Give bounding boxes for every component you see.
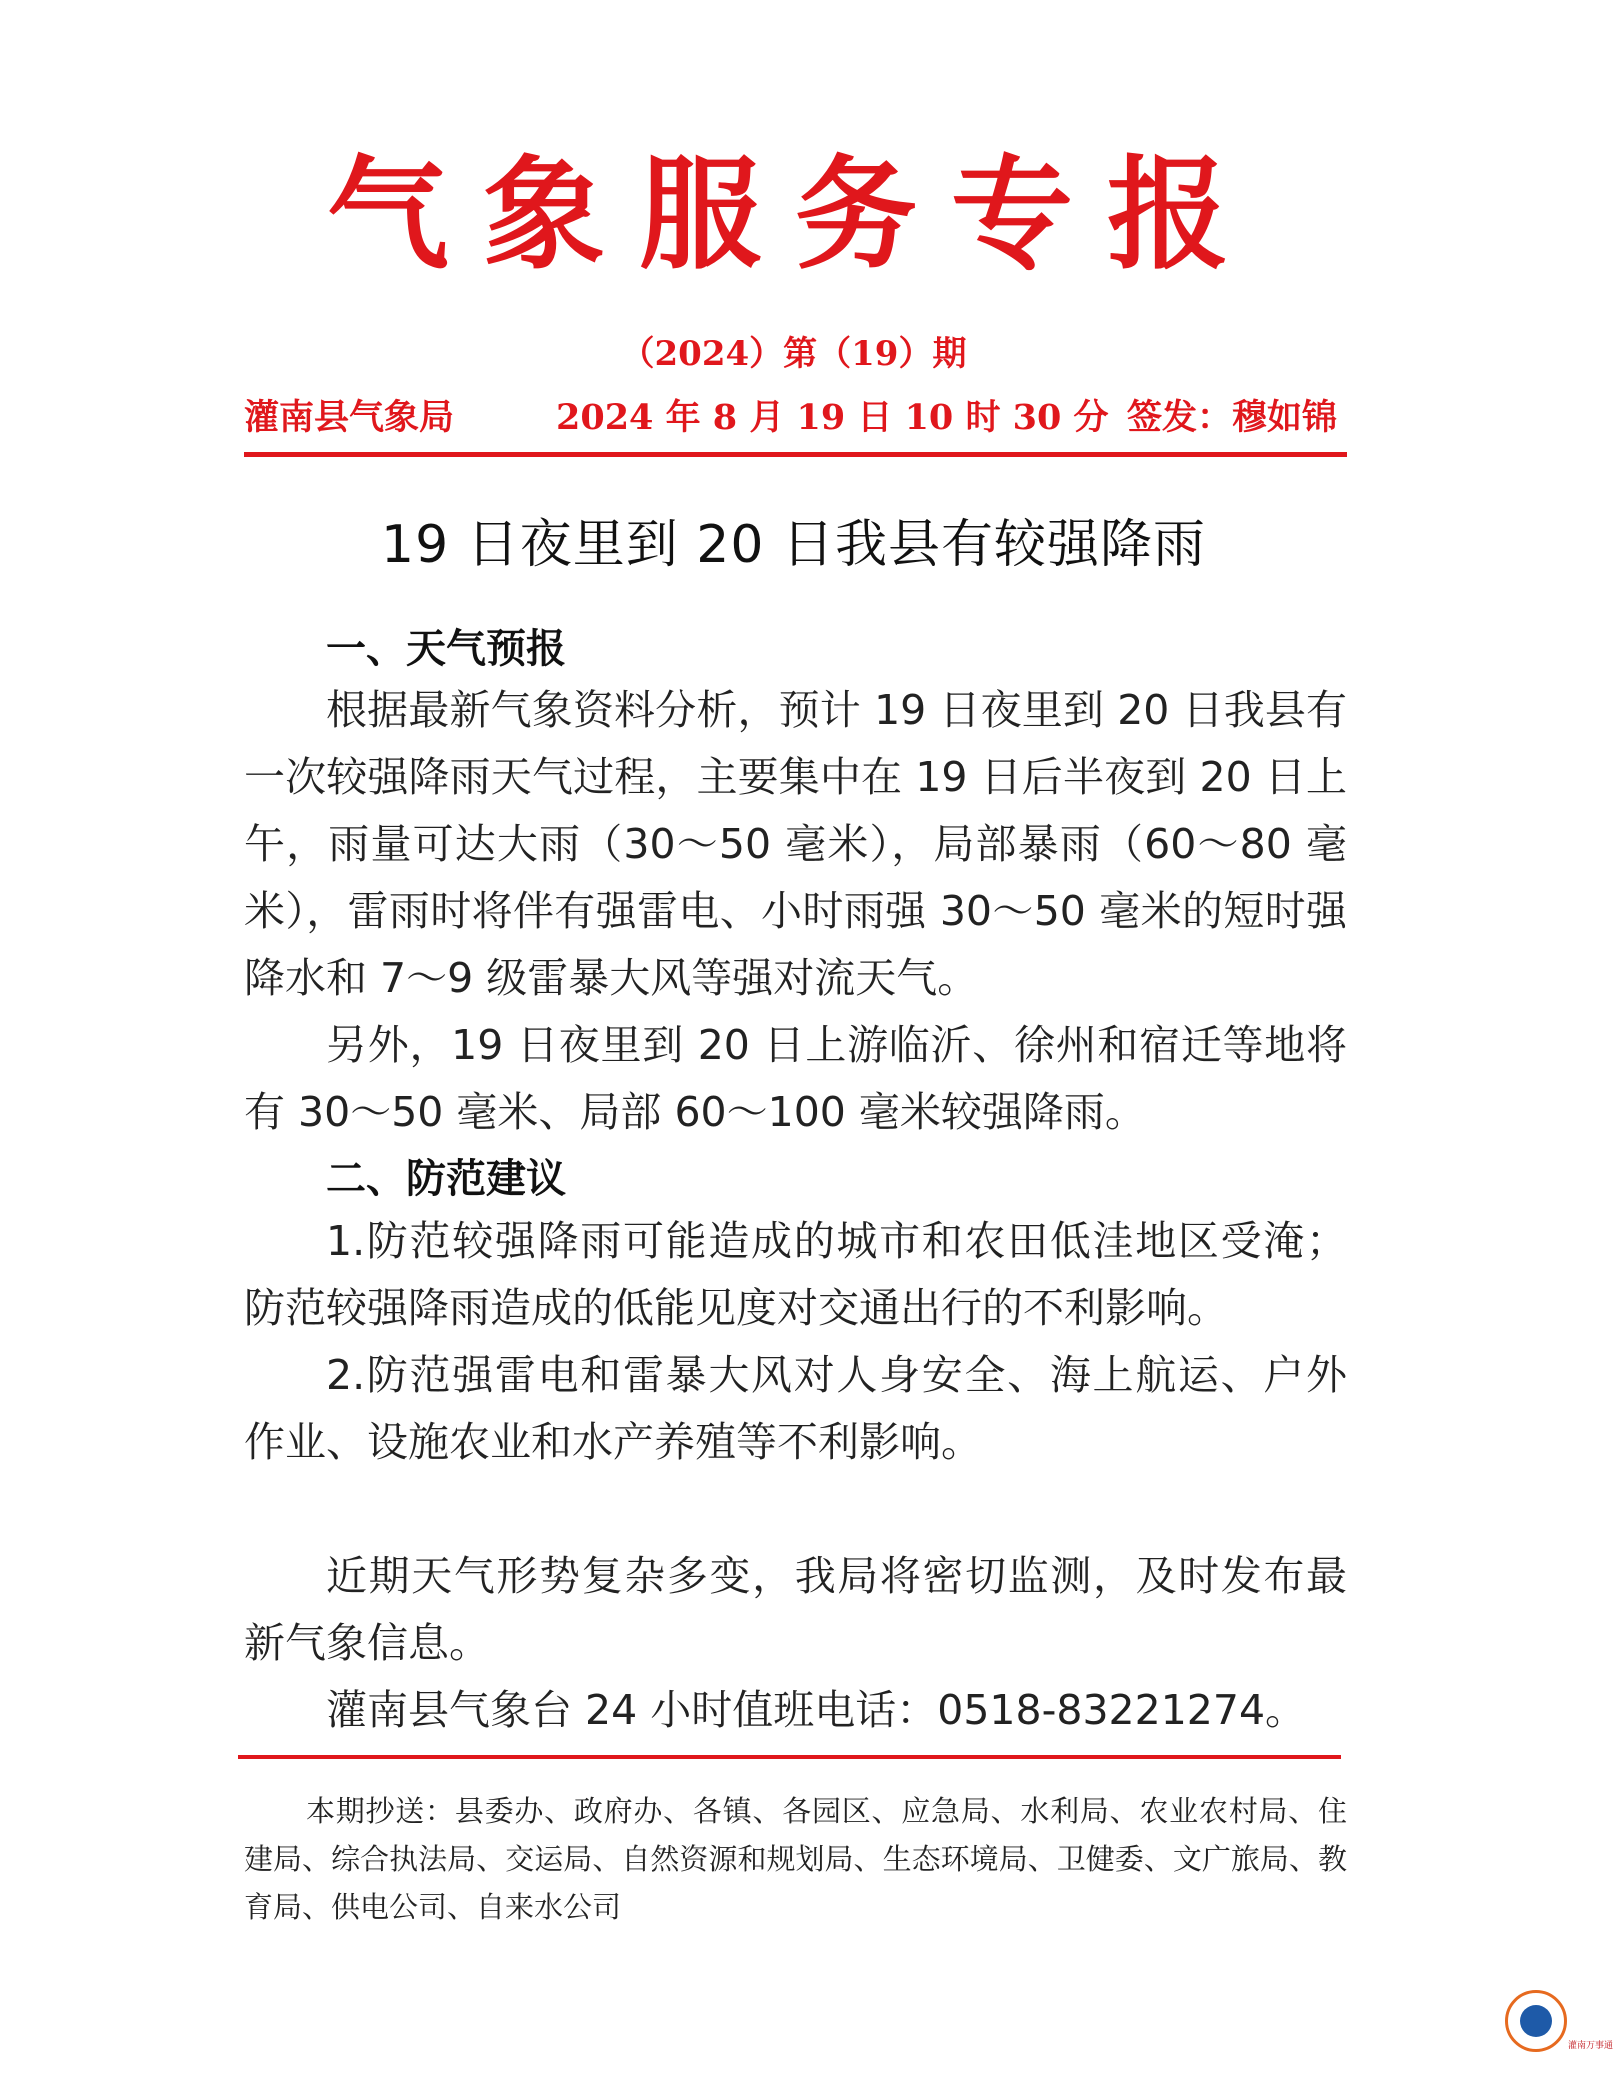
watermark-text: 灌南万事通: [1568, 2041, 1613, 2051]
issue-datetime: 2024 年 8 月 19 日 10 时 30 分: [556, 397, 1109, 438]
section-heading-advice: 二、防范建议: [326, 1156, 566, 1202]
issuer: 灌南县气象局: [244, 397, 455, 438]
advice-item-1: 1.防范较强降雨可能造成的城市和农田低洼地区受淹；防范较强降雨造成的低能见度对交通出行的不利影响。: [244, 1217, 1347, 1332]
upstream-paragraph: 另外，19 日夜里到 20 日上游临沂、徐州和宿迁等地将有 30～50 毫米、局部 60～100 毫米较强降雨。: [244, 1021, 1347, 1136]
distribution-list: 本期抄送：县委办、政府办、各镇、各园区、应急局、水利局、农业农村局、住建局、综合执法局、交运局、自然资源和规划局、生态环境局、卫健委、文广旅局、教育局、供电公司、自来水公司: [244, 1794, 1347, 1924]
masthead-title: 气象服务专报: [327, 144, 1263, 286]
closing-paragraph: 近期天气形势复杂多变，我局将密切监测，及时发布最新气象信息。: [244, 1552, 1347, 1667]
app-logo-icon: [1505, 1990, 1567, 2052]
hotline: 灌南县气象台 24 小时值班电话：0518-83221274。: [326, 1686, 1307, 1734]
footer-divider: [238, 1755, 1341, 1759]
signatory: 签发：穆如锦: [1127, 397, 1338, 438]
section-heading-forecast: 一、天气预报: [326, 626, 566, 672]
forecast-paragraph: 根据最新气象资料分析，预计 19 日夜里到 20 日我县有一次较强降雨天气过程，主要集中在 19 日后半夜到 20 日上午，雨量可达大雨（30～50 毫米），局部暴雨（60～80 毫米），雷雨时将伴有强雷电、小时雨强 30～50 毫米的短时强降水和 7～9 级雷暴大风等强对流天气。: [244, 686, 1347, 1002]
header-divider: [244, 452, 1347, 457]
article-headline: 19 日夜里到 20 日我县有较强降雨: [381, 515, 1206, 575]
issue-number: （2024）第（19）期: [620, 334, 967, 374]
advice-item-2: 2.防范强雷电和雷暴大风对人身安全、海上航运、户外作业、设施农业和水产养殖等不利影响。: [244, 1351, 1347, 1466]
